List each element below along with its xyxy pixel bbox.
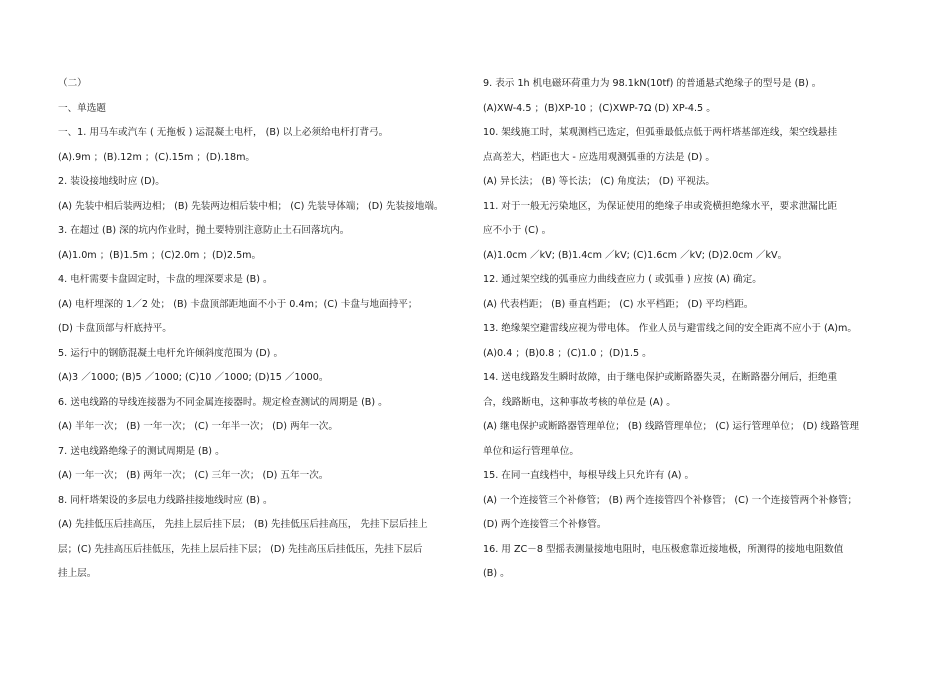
options-1: (A).9m ；(B).12m ；(C).15m ；(D).18m。 — [58, 151, 256, 163]
right-column — [483, 74, 903, 589]
options-9: (A)XW-4.5 ；(B)XP-10 ；(C)XWP-7Ω (D) XP-4.5 。 — [483, 102, 716, 114]
question-14: 14. 送电线路发生瞬时故障，由于继电保护或断路器失灵，在断路器分闸后，拒绝重 — [483, 372, 838, 383]
options-8-cont: 层；(C) 先挂高压后挂低压，先挂上层后挂下层； (D) 先挂高压后挂低压，先挂下层后 — [58, 543, 423, 555]
question-5: 5. 运行中的钢筋混凝土电杆允许倾斜度范围为 (D) 。 — [58, 347, 284, 359]
options-15-cont: (D) 两个连接管三个补修管。 — [483, 519, 607, 530]
section-number: （二） — [58, 78, 87, 89]
options-2: (A) 先装中相后装两边相； (B) 先装两边相后装中相； (C) 先装导体端； (D) 先装接地端。 — [58, 200, 444, 212]
question-11-cont: 应不小于 (C) 。 — [483, 225, 552, 236]
options-12: (A) 代表档距； (B) 垂直档距； (C) 水平档距； (D) 平均档距。 — [483, 298, 754, 310]
question-15: 15. 在同一直线档中，每根导线上只允许有 (A) 。 — [483, 470, 695, 481]
options-6: (A) 半年一次； (B) 一年一次； (C) 一年半一次； (D) 两年一次。 — [58, 421, 338, 432]
question-4: 4. 电杆需要卡盘固定时，卡盘的埋深要求是 (B) 。 — [58, 274, 273, 285]
section-heading: 一、单选题 — [58, 102, 106, 114]
question-2: 2. 装设接地线时应 (D)。 — [58, 176, 165, 187]
options-14-cont: 单位和运行管理单位。 — [483, 445, 579, 457]
options-13: (A)0.4 ；(B)0.8 ；(C)1.0 ；(D)1.5 。 — [483, 347, 652, 359]
question-10: 10. 架线施工时，某观测档已选定，但弧垂最低点低于两杆塔基部连线，架空线悬挂 — [483, 127, 838, 138]
question-7: 7. 送电线路绝缘子的测试周期是 (B) 。 — [58, 445, 225, 457]
left-column — [58, 74, 463, 589]
options-14: (A) 继电保护或断路器管理单位； (B) 线路管理单位； (C) 运行管理单位； (D) 线路管理 — [483, 421, 859, 432]
question-3: 3. 在超过 (B) 深的坑内作业时，抛土要特别注意防止土石回落坑内。 — [58, 225, 350, 236]
question-13: 13. 绝缘架空避雷线应视为带电体。 作业人员与避雷线之间的安全距离不应小于 (A)m。 — [483, 323, 857, 334]
question-14-cont: 合，线路断电，这种事故考核的单位是 (A) 。 — [483, 396, 676, 408]
question-9: 9. 表示 1h 机电磁环荷重力为 98.1kN(10tf) 的普通悬式绝缘子的型号是 (B) 。 — [483, 78, 822, 89]
options-10: (A) 异长法； (B) 等长法； (C) 角度法； (D) 平视法。 — [483, 176, 716, 187]
question-16: 16. 用 ZC－8 型摇表测量接地电阻时，电压极愈靠近接地极，所测得的接地电阻数值 — [483, 543, 844, 555]
question-8: 8. 同杆塔架设的多层电力线路挂接地线时应 (B) 。 — [58, 494, 273, 506]
options-4-cont: (D) 卡盘顶部与杆底持平。 — [58, 323, 172, 334]
question-10-cont: 点高差大，档距也大 - 应选用观测弧垂的方法是 (D) 。 — [483, 151, 716, 163]
question-1: 一、1. 用马车或汽车 ( 无拖板 ) 运混凝土电杆， (B) 以上必须给电杆打背弓。 — [58, 127, 389, 138]
options-8: (A) 先挂低压后挂高压， 先挂上层后挂下层； (B) 先挂低压后挂高压， 先挂下层后挂上 — [58, 519, 428, 530]
options-11: (A)1.0cm ／kV; (B)1.4cm ／kV; (C)1.6cm ／kV; (D)2.0cm ／kV。 — [483, 249, 788, 261]
answer-16: (B) 。 — [483, 568, 510, 579]
question-12: 12. 通过架空线的弧垂应力曲线查应力 ( 或弧垂 ) 应按 (A) 确定。 — [483, 274, 762, 285]
options-3: (A)1.0m ；(B)1.5m ；(C)2.0m ；(D)2.5m。 — [58, 249, 262, 261]
options-7: (A) 一年一次； (B) 两年一次； (C) 三年一次； (D) 五年一次。 — [58, 470, 329, 481]
question-6: 6. 送电线路的导线连接器为不同金属连接器时。规定检查测试的周期是 (B) 。 — [58, 396, 388, 408]
options-4: (A) 电杆埋深的 1／2 处； (B) 卡盘顶部距地面不小于 0.4m；(C) 卡盘与地面持平； — [58, 298, 418, 310]
options-5: (A)3 ／1000; (B)5 ／1000; (C)10 ／1000; (D)15 ／1000。 — [58, 372, 329, 383]
question-11: 11. 对于一般无污染地区，为保证使用的绝缘子串或瓷横担绝缘水平，要求泄漏比距 — [483, 200, 838, 212]
options-15: (A) 一个连接管三个补修管； (B) 两个连接管四个补修管； (C) 一个连接管两个补修管； — [483, 494, 858, 506]
options-8-end: 挂上层。 — [58, 568, 97, 579]
